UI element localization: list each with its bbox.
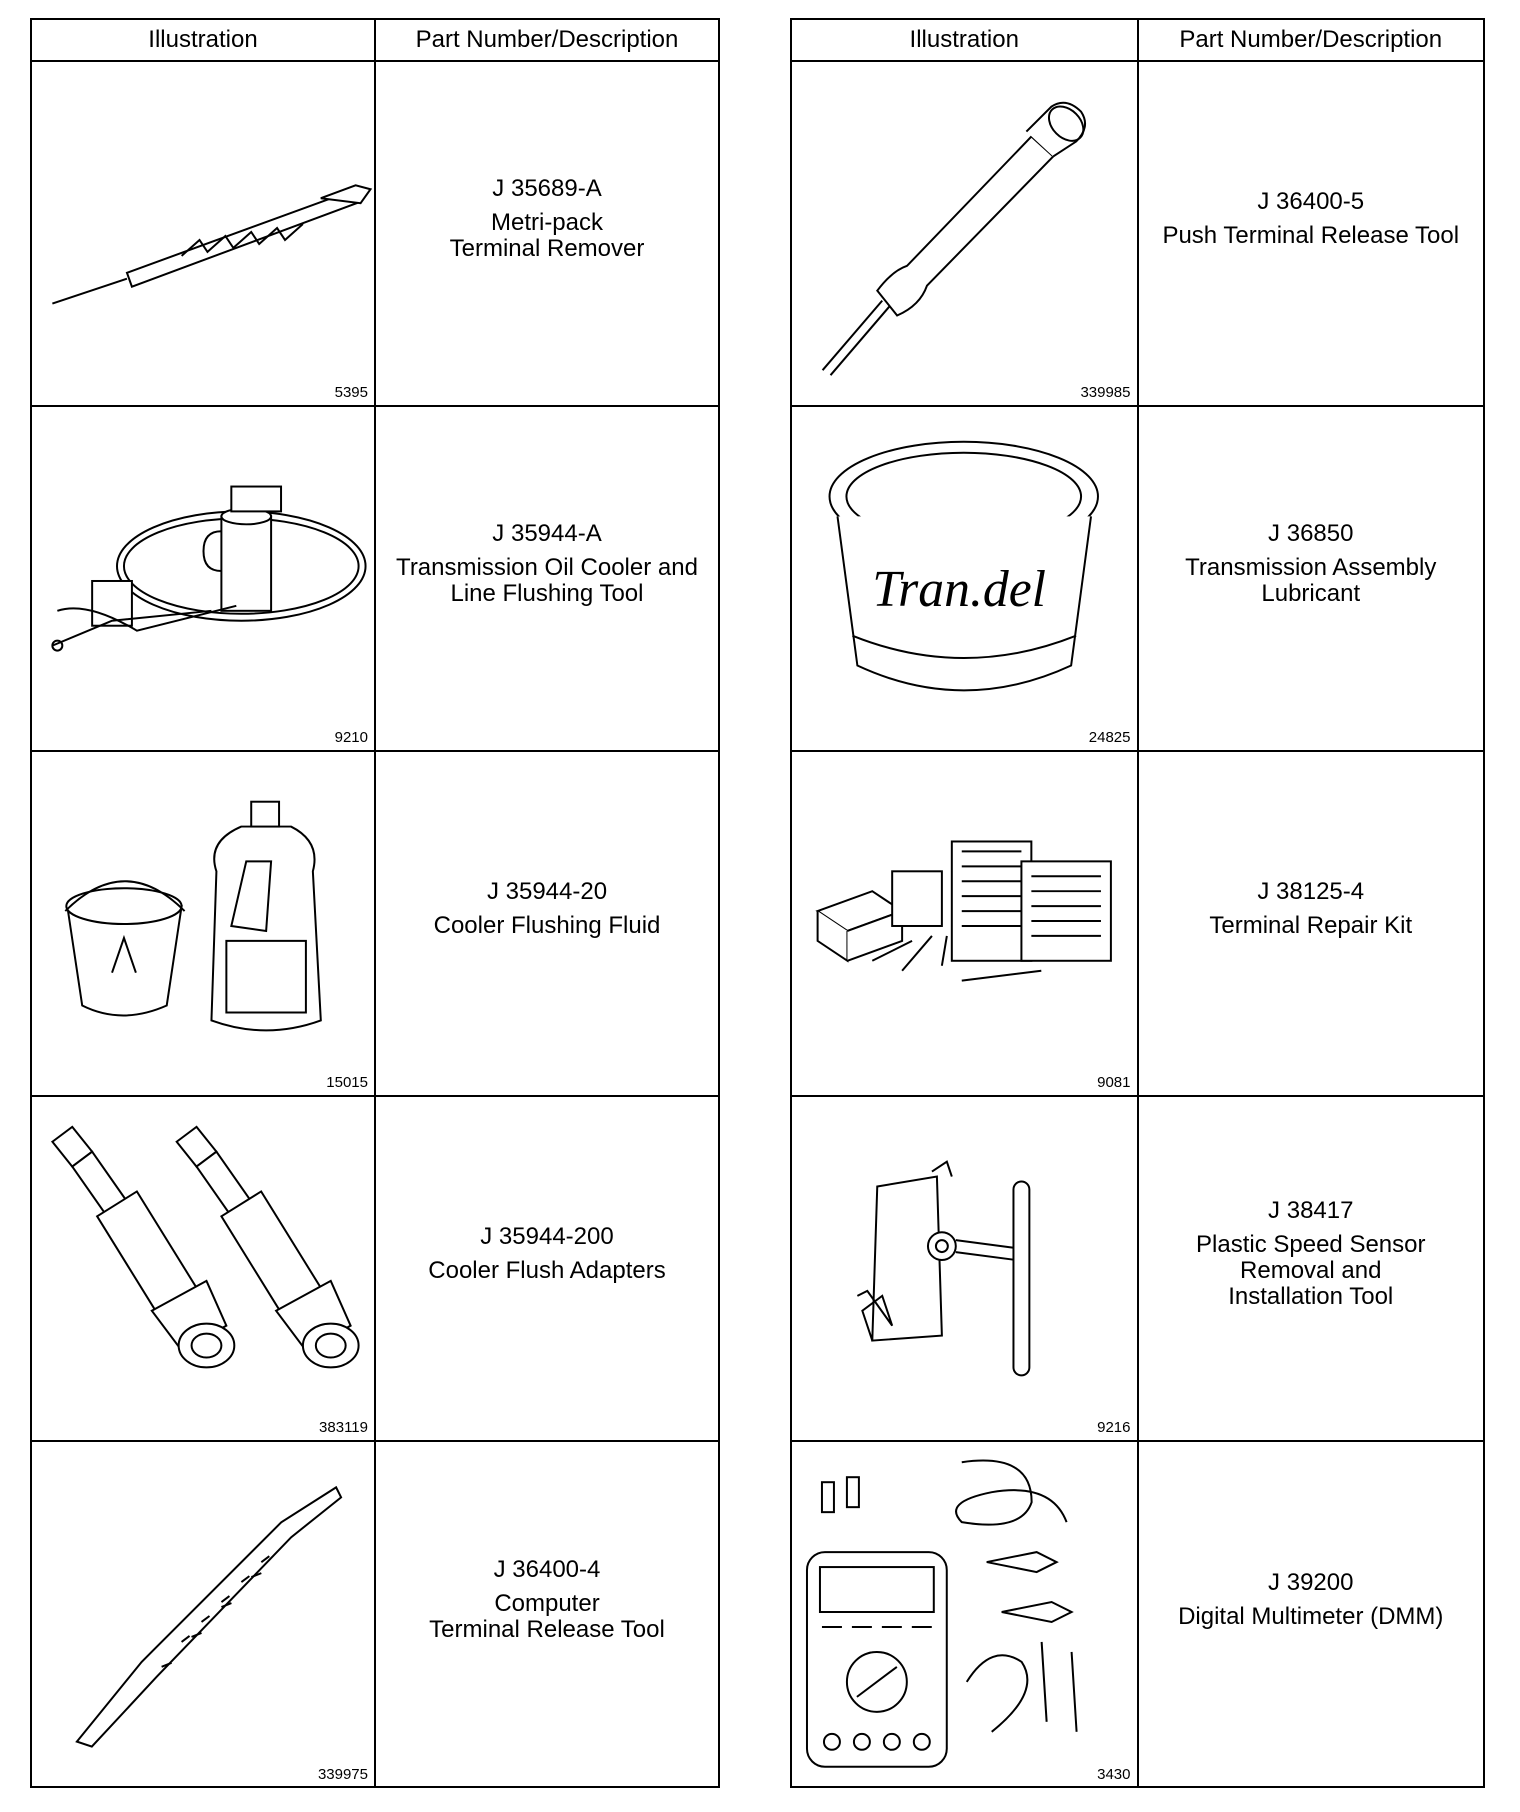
table-row: [32, 752, 718, 1097]
part-number: J 36850: [1268, 519, 1354, 547]
right-tools-table: [790, 18, 1485, 1788]
flush-adapters-icon: [32, 1097, 374, 1440]
terminal-repair-kit-icon: [792, 752, 1137, 1095]
left-tools-table: [30, 18, 720, 1788]
description-cell: [1139, 407, 1484, 750]
description-cell: [1139, 62, 1484, 405]
description-cell: [376, 62, 718, 405]
figure-number: 339975: [317, 1766, 368, 1783]
illustration-header: Illustration: [32, 20, 376, 60]
illustration-cell: [32, 752, 376, 1095]
part-description: Cooler Flush Adapters: [428, 1256, 666, 1284]
figure-number: 9081: [1097, 1074, 1131, 1091]
figure-number: 9210: [334, 729, 368, 746]
figure-number: 5395: [334, 384, 368, 401]
part-number: J 39200: [1268, 1568, 1354, 1596]
table-row: [792, 62, 1483, 407]
part-number: J 35944-A: [492, 519, 602, 547]
table-row: [32, 1442, 718, 1787]
flushing-fluid-icon: [32, 752, 374, 1095]
terminal-remover-icon: [32, 62, 374, 405]
description-cell: [376, 407, 718, 750]
part-number: J 38417: [1268, 1196, 1354, 1224]
illustration-header: Illustration: [792, 20, 1139, 60]
lubricant-tub-icon: [792, 407, 1137, 750]
table-row: [792, 1097, 1483, 1442]
description-cell: [376, 1442, 718, 1787]
description-cell: [1139, 752, 1484, 1095]
figure-number: 3430: [1097, 1766, 1131, 1783]
part-description: Digital Multimeter (DMM): [1178, 1602, 1444, 1630]
illustration-cell: [32, 1442, 376, 1787]
svg-text:Tran.del: Tran.del: [872, 560, 1047, 618]
table-row: [792, 752, 1483, 1097]
figure-number: 383119: [319, 1419, 368, 1436]
table-header: [792, 20, 1483, 62]
part-description: Transmission Oil Cooler and Line Flushing Tool: [396, 553, 698, 607]
computer-terminal-release-tool-icon: [32, 1442, 374, 1787]
digital-multimeter-icon: [792, 1442, 1137, 1787]
part-description: Transmission Assembly Lubricant: [1185, 553, 1437, 607]
part-number: J 36400-4: [493, 1555, 601, 1583]
figure-number: 24825: [1088, 729, 1131, 746]
part-description: Metri-pack Terminal Remover: [449, 208, 645, 262]
push-terminal-release-tool-icon: [792, 62, 1137, 405]
figure-number: 339985: [1080, 384, 1131, 401]
part-header: Part Number/Description: [415, 26, 679, 53]
illustration-cell: [32, 407, 376, 750]
table-row: [32, 1097, 718, 1442]
table-header: [32, 20, 718, 62]
part-number: J 35944-200: [480, 1222, 614, 1250]
flushing-tool-icon: [32, 407, 374, 750]
illustration-cell: [792, 752, 1139, 1095]
illustration-cell: [32, 1097, 376, 1440]
description-cell: [1139, 1097, 1484, 1440]
part-description: Computer Terminal Release Tool: [429, 1589, 665, 1643]
figure-number: 15015: [326, 1074, 368, 1091]
part-number: J 35689-A: [492, 174, 602, 202]
illustration-cell: [792, 62, 1139, 405]
table-row: [792, 1442, 1483, 1787]
part-number: J 38125-4: [1257, 877, 1365, 905]
part-number: J 36400-5: [1257, 187, 1365, 215]
part-description: Terminal Repair Kit: [1209, 911, 1413, 939]
figure-number: 9216: [1097, 1419, 1131, 1436]
illustration-cell: [792, 1442, 1139, 1787]
part-number: J 35944-20: [486, 877, 608, 905]
table-row: [792, 407, 1483, 752]
illustration-cell: [792, 1097, 1139, 1440]
table-row: [32, 62, 718, 407]
part-description: Plastic Speed Sensor Removal and Installation Tool: [1196, 1230, 1426, 1310]
part-description: Push Terminal Release Tool: [1162, 221, 1460, 249]
illustration-cell: [32, 62, 376, 405]
table-row: [32, 407, 718, 752]
description-cell: [376, 1097, 718, 1440]
illustration-cell: [792, 407, 1139, 750]
part-header: Part Number/Description: [1179, 26, 1443, 53]
speed-sensor-tool-icon: [792, 1097, 1137, 1440]
part-description: Cooler Flushing Fluid: [433, 911, 661, 939]
description-cell: [1139, 1442, 1484, 1787]
description-cell: [376, 752, 718, 1095]
